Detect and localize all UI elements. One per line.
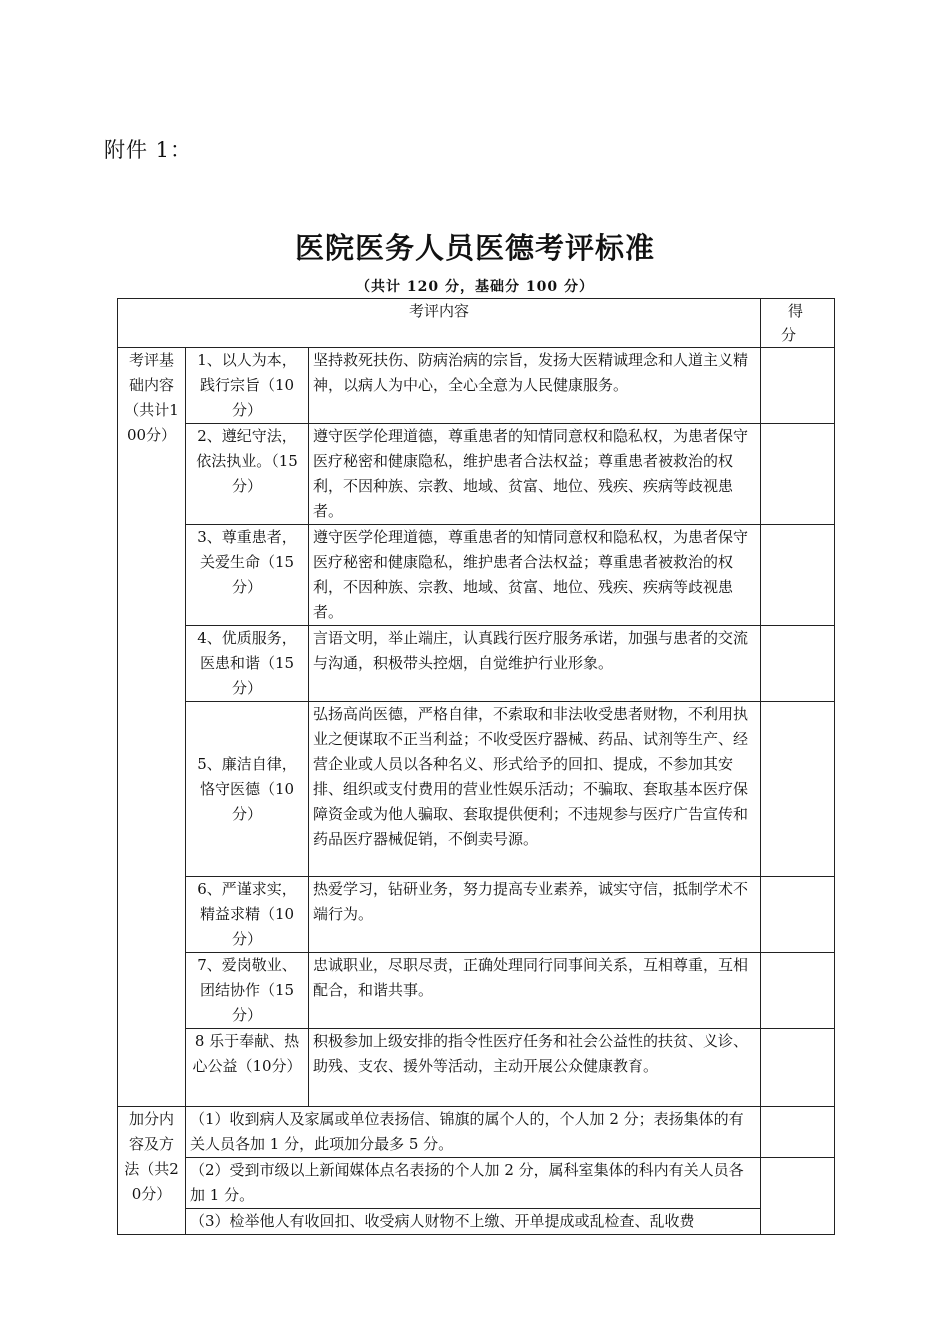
table-row (118, 877, 835, 953)
table-row (118, 626, 835, 702)
attachment-label: 附件 1： (104, 138, 193, 162)
item-content: 热爱学习，钻研业务，努力提高专业素养，诚实守信，抵制学术不端行为。 (309, 877, 761, 953)
table-row (118, 1209, 835, 1235)
item-label: 1、以人为本，践行宗旨（10分） (186, 348, 309, 424)
table-row (118, 525, 835, 626)
item-content: 遵守医学伦理道德，尊重患者的知情同意权和隐私权，为患者保守医疗秘密和健康隐私，维护患者合法权益；尊重患者被救治的权利，不因种族、宗教、地域、贫富、地位、残疾、疾病等歧视患者。 (309, 424, 761, 525)
score-cell[interactable] (761, 348, 835, 424)
table-row (118, 953, 835, 1029)
score-cell[interactable] (761, 1107, 835, 1158)
table-row (118, 1107, 835, 1158)
item-label: 7、爱岗敬业、团结协作（15分） (186, 953, 309, 1029)
score-cell[interactable] (761, 1029, 835, 1107)
item-label: 4、优质服务，医患和谐（15分） (186, 626, 309, 702)
item-label: 5、廉洁自律，恪守医德（10分） (186, 702, 309, 877)
document-title: 医院医务人员医德考评标准 (294, 231, 655, 265)
score-cell[interactable] (761, 877, 835, 953)
item-content: 积极参加上级安排的指令性医疗任务和社会公益性的扶贫、义诊、助残、支农、援外等活动，主动开展公众健康教育。 (309, 1029, 761, 1107)
evaluation-table (117, 298, 835, 1235)
item-label: 2、遵纪守法，依法执业。（15 分） (186, 424, 309, 525)
table-row (118, 702, 835, 877)
document-subtitle: （共计 120 分，基础分 100 分） (356, 279, 594, 295)
item-label: 6、严谨求实，精益求精（10分） (186, 877, 309, 953)
score-cell[interactable] (761, 525, 835, 626)
item-label: 8 乐于奉献、热心公益（10分） (186, 1029, 309, 1107)
header-content: 考评内容 (118, 299, 761, 348)
bonus-item: （2）受到市级以上新闻媒体点名表扬的个人加 2 分，属科室集体的科内有关人员各加 1 分。 (186, 1158, 761, 1209)
score-cell[interactable] (761, 1158, 835, 1235)
item-label: 3、尊重患者，关爱生命（15分） (186, 525, 309, 626)
score-cell[interactable] (761, 424, 835, 525)
item-content: 遵守医学伦理道德，尊重患者的知情同意权和隐私权，为患者保守医疗秘密和健康隐私，维护患者合法权益；尊重患者被救治的权利，不因种族、宗教、地域、贫富、地位、残疾、疾病等歧视患者。 (309, 525, 761, 626)
score-cell[interactable] (761, 953, 835, 1029)
score-cell[interactable] (761, 626, 835, 702)
header-score: 得分 (761, 299, 835, 348)
item-content: 言语文明，举止端庄，认真践行医疗服务承诺，加强与患者的交流与沟通，积极带头控烟，自觉维护行业形象。 (309, 626, 761, 702)
header-row (118, 299, 835, 348)
item-content: 坚持救死扶伤、防病治病的宗旨，发扬大医精诚理念和人道主义精神，以病人为中心，全心全意为人民健康服务。 (309, 348, 761, 424)
item-content: 弘扬高尚医德，严格自律，不索取和非法收受患者财物，不利用执业之便谋取不正当利益；不收受医疗器械、药品、试剂等生产、经营企业或人员以各种名义、形式给予的回扣、提成，不参加其安排、组织或支付费用的营业性娱乐活动；不骗取、套取基本医疗保障资金或为他人骗取、套取提供便利；不违规参与医疗广告宣传和药品医疗器械促销，不倒卖号源。 (309, 702, 761, 877)
basic-category: 考评基础内容（共计100分） (118, 348, 186, 1107)
bonus-item: （1）收到病人及家属或单位表扬信、锦旗的属个人的，个人加 2 分；表扬集体的有关人员各加 1 分，此项加分最多 5 分。 (186, 1107, 761, 1158)
table-row (118, 1029, 835, 1107)
table-row (118, 348, 835, 424)
table-row (118, 424, 835, 525)
table-row (118, 1158, 835, 1209)
score-cell[interactable] (761, 702, 835, 877)
item-content: 忠诚职业，尽职尽责，正确处理同行同事间关系，互相尊重，互相配合，和谐共事。 (309, 953, 761, 1029)
bonus-item: （3）检举他人有收回扣、收受病人财物不上缴、开单提成或乱检查、乱收费 (186, 1209, 761, 1235)
bonus-category: 加分内容及方法（共20分） (118, 1107, 186, 1235)
